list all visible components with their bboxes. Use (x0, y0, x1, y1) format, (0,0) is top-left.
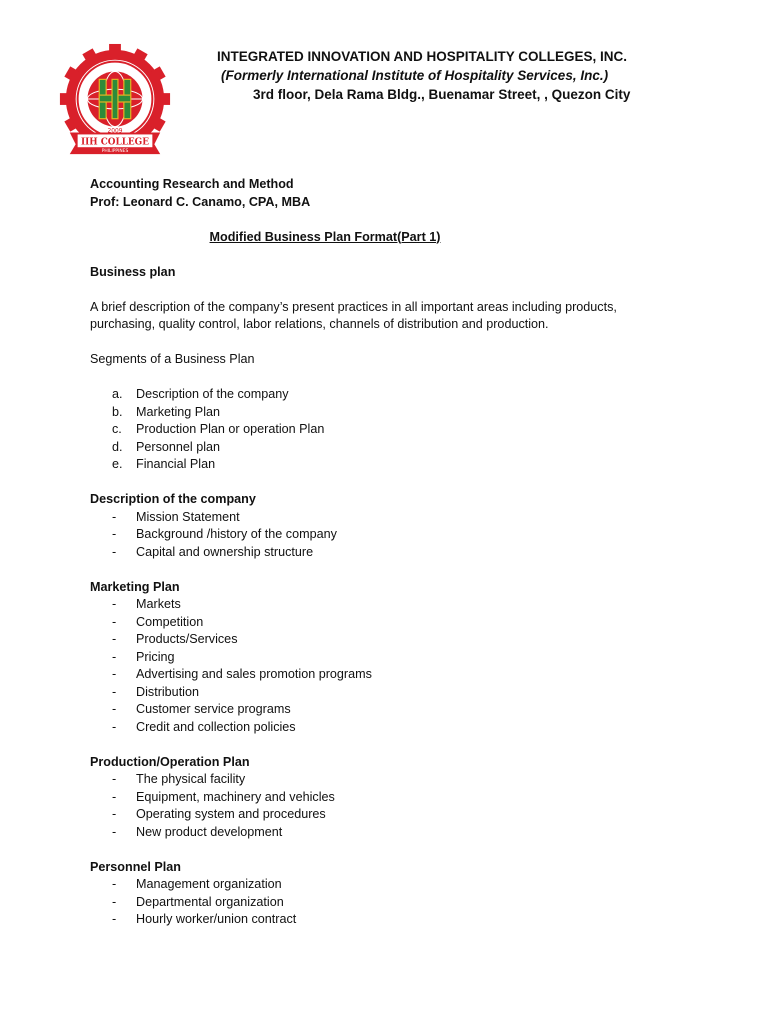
dash-marker: - (112, 719, 117, 734)
list-item (90, 876, 730, 894)
dash-marker: - (112, 702, 117, 716)
document-title: Modified Business Plan Format(Part 1) (209, 229, 441, 244)
list-item (90, 684, 730, 702)
document-body (90, 176, 730, 929)
list-item (90, 526, 730, 544)
college-address: 3rd floor, Dela Rama Bldg., Buenamar Street, , Quezon City (253, 87, 631, 102)
dash-marker: - (112, 527, 117, 541)
list-item-text: Production Plan or operation Plan (136, 422, 325, 436)
segments-heading: Segments of a Business Plan (90, 352, 255, 366)
list-item-text: Operating system and procedures (136, 807, 326, 821)
list-item-text: Distribution (136, 684, 199, 699)
list-item (90, 614, 730, 632)
list-item (90, 439, 730, 457)
list-marker: a. (112, 387, 123, 401)
list-item (90, 456, 730, 474)
list-item (90, 719, 730, 737)
list-item (90, 596, 730, 614)
list-item (90, 771, 730, 789)
list-item (90, 649, 730, 667)
section-heading: Production/Operation Plan (90, 754, 250, 769)
dash-marker: - (112, 772, 117, 786)
list-item-text: Mission Statement (136, 509, 240, 524)
dash-marker: - (112, 807, 117, 821)
business-plan-description-line-1: A brief description of the company’s present practices in all important areas including products, (90, 299, 617, 314)
list-item-text: New product development (136, 824, 283, 839)
logo-banner: IIH COLLEGE (81, 137, 149, 148)
college-name: INTEGRATED INNOVATION AND HOSPITALITY COLLEGES, INC. (217, 49, 628, 64)
list-item (90, 666, 730, 684)
dash-marker: - (112, 684, 117, 699)
list-item-text: Pricing (136, 649, 175, 664)
business-plan-heading: Business plan (90, 264, 176, 279)
list-item-text: Background /history of the company (136, 527, 337, 541)
list-item-text: Hourly worker/union contract (136, 912, 297, 926)
section-heading: Description of the company (90, 492, 256, 506)
logo-year: 2009 (107, 128, 123, 135)
list-item (90, 911, 730, 929)
list-item (90, 404, 730, 422)
dash-marker: - (112, 894, 117, 909)
professor: Prof: Leonard C. Canamo, CPA, MBA (90, 194, 311, 209)
list-item (90, 544, 730, 562)
list-item-text: Markets (136, 597, 181, 611)
list-item-text: Capital and ownership structure (136, 544, 314, 559)
dash-marker: - (112, 789, 117, 804)
list-item-text: Management organization (136, 877, 282, 891)
list-item-text: Advertising and sales promotion programs (136, 667, 372, 681)
business-plan-description-line-2: purchasing, quality control, labor relations, channels of distribution and production. (90, 317, 549, 331)
dash-marker: - (112, 632, 117, 646)
list-item-text: Marketing Plan (136, 404, 220, 419)
list-item-text: Credit and collection policies (136, 719, 296, 734)
course-name: Accounting Research and Method (90, 177, 294, 191)
list-item (90, 789, 730, 807)
list-item (90, 701, 730, 719)
list-item-text: Equipment, machinery and vehicles (136, 789, 335, 804)
list-item-text: Customer service programs (136, 702, 291, 716)
dash-marker: - (112, 824, 117, 839)
list-item (90, 824, 730, 842)
list-item (90, 386, 730, 404)
list-item (90, 806, 730, 824)
list-marker: c. (112, 422, 122, 436)
dash-marker: - (112, 544, 117, 559)
segments-list (90, 386, 730, 474)
list-item-text: The physical facility (136, 772, 246, 786)
list-item-text: Departmental organization (136, 894, 284, 909)
dash-marker: - (112, 912, 117, 926)
plan-sections (90, 491, 730, 929)
dash-marker: - (112, 509, 117, 524)
dash-marker: - (112, 667, 117, 681)
college-logo (56, 42, 174, 160)
list-item (90, 631, 730, 649)
list-item (90, 421, 730, 439)
list-marker: e. (112, 457, 123, 471)
list-item (90, 894, 730, 912)
list-item-text: Personnel plan (136, 439, 221, 454)
list-item-text: Products/Services (136, 632, 238, 646)
list-marker: b. (112, 404, 123, 419)
logo-sub: PHILIPPINES (101, 149, 129, 155)
dash-marker: - (112, 597, 117, 611)
list-item-text: Description of the company (136, 387, 289, 401)
list-item-text: Competition (136, 614, 204, 629)
list-marker: d. (112, 439, 123, 454)
list-item-text: Financial Plan (136, 457, 216, 471)
dash-marker: - (112, 877, 117, 891)
former-name: (Formerly International Institute of Hospitality Services, Inc.) (221, 68, 609, 83)
section-heading: Personnel Plan (90, 859, 181, 874)
list-item (90, 509, 730, 527)
section-heading: Marketing Plan (90, 579, 180, 594)
dash-marker: - (112, 649, 117, 664)
dash-marker: - (112, 614, 117, 629)
